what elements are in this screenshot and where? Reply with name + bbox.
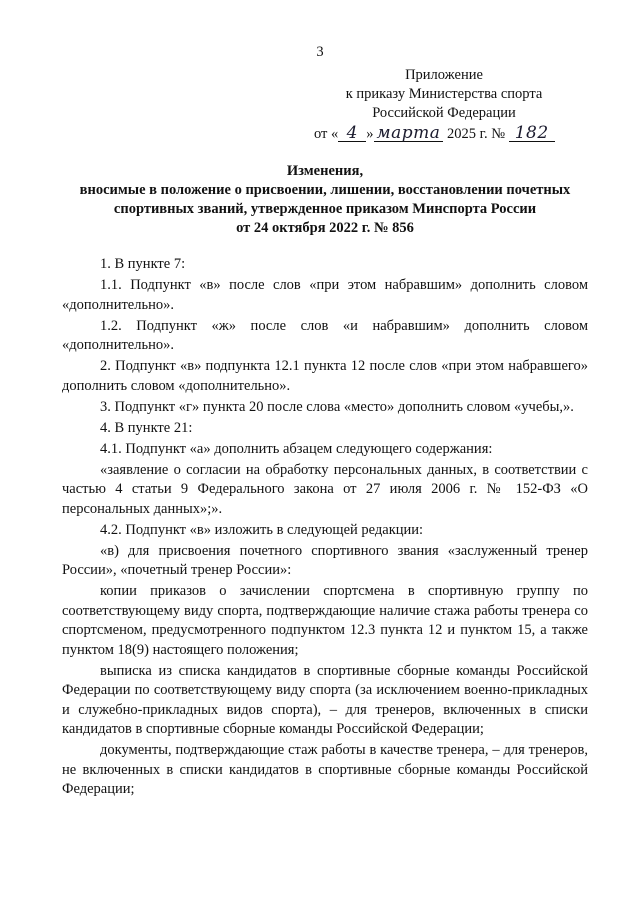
order-date-line (314, 125, 574, 144)
approval-line: Российской Федерации (372, 105, 516, 121)
paragraph: «в) для присвоения почетного спортивного звания «заслуженный тренер России», «почетный тренер России»: (62, 542, 588, 578)
approval-line: к приказу Министерства спорта (345, 86, 543, 102)
paragraph: «заявление о согласии на обработку персональных данных, в соответствии с частью 4 статьи 9 Федерального закона от 27 июля 2006 г. № 152-ФЗ «О персональных данных»;». (62, 461, 588, 517)
paragraph: 3. Подпункт «г» пункта 20 после слова «место» дополнить словом «учебы,». (100, 398, 574, 415)
paragraph: 1. В пункте 7: (100, 256, 186, 272)
date-year: 2025 г. № (447, 126, 506, 142)
approval-line: Приложение (405, 67, 483, 83)
page-number: 3 (316, 44, 324, 60)
paragraph: выписка из списка кандидатов в спортивные сборные команды Российской Федерации по соответствующему виду спорта (за исключением военно-прикладных и служебно-прикладных видов спорта), – для тренеров, включенных в списки кандидатов в спортивные сборные команды Российской Федерации; (62, 662, 588, 737)
title-line: вносимые в положение о присвоении, лишении, восстановлении почетных (79, 182, 571, 198)
date-prefix: от « (314, 126, 339, 142)
handwritten-number: 182 (509, 125, 555, 142)
paragraph: документы, подтверждающие стаж работы в качестве тренера, – для тренеров, не включенных в списки кандидатов в спортивные сборные команды Российской Федерации; (62, 742, 588, 797)
paragraph: 1.2. Подпункт «ж» после слов «и набравшим» дополнить словом «дополнительно». (62, 317, 588, 353)
date-mid: » (366, 126, 374, 142)
title-line: Изменения, (286, 163, 364, 179)
document-title (62, 162, 588, 238)
document-body (62, 255, 588, 801)
paragraph: 2. Подпункт «в» подпункта 12.1 пункта 12 после слов «при этом набравшего» дополнить словом «дополнительно». (62, 358, 588, 394)
title-line: от 24 октября 2022 г. № 856 (236, 220, 414, 236)
paragraph: 1.1. Подпункт «в» после слов «при этом набравшим» дополнить словом «дополнительно». (62, 277, 588, 313)
title-line: спортивных званий, утвержденное приказом Минспорта России (113, 201, 537, 217)
handwritten-day: 4 (338, 125, 366, 142)
paragraph: копии приказов о зачислении спортсмена в спортивную группу по соответствующему виду спорта, подтверждающие наличие стажа работы тренера со спортсменом, предусмотренного подпунктом 12.3 пункта 12 и пунктом 15, а также пунктом 18(9) настоящего положения; (62, 583, 588, 658)
approval-block (314, 66, 574, 144)
paragraph: 4.1. Подпункт «а» дополнить абзацем следующего содержания: (100, 440, 493, 457)
handwritten-month: марта (374, 125, 444, 142)
paragraph: 4. В пункте 21: (100, 419, 193, 436)
paragraph: 4.2. Подпункт «в» изложить в следующей редакции: (100, 521, 424, 538)
